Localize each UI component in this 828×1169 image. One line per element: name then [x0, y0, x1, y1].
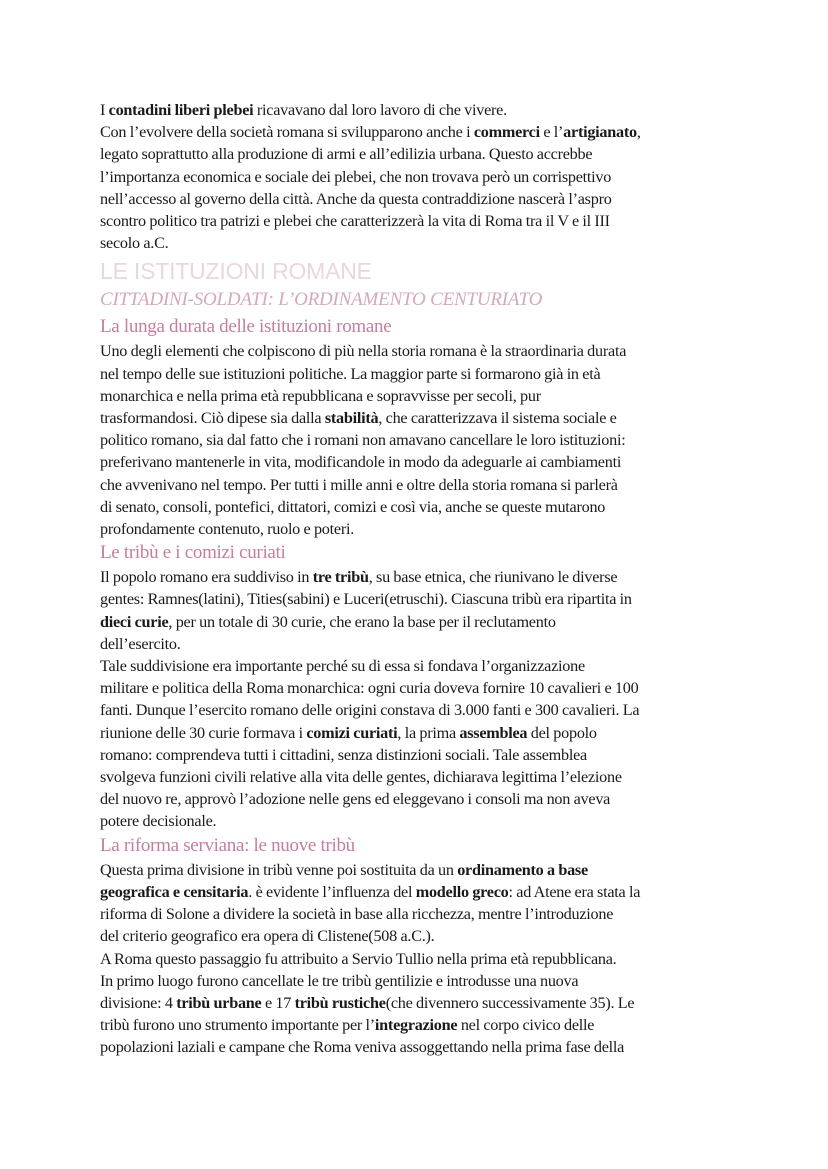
- chapter-title: LE ISTITUZIONI ROMANE: [100, 258, 372, 285]
- text-line: [100, 948, 740, 970]
- text-line: [100, 496, 740, 518]
- subheading-tribes-curiate: Le tribù e i comizi curiati: [100, 542, 286, 564]
- text-run: In primo luogo furono cancellate le tre tribù gentilizie e introdusse una nuova: [100, 971, 579, 990]
- text-run: riforma di Solone a dividere la società in base alla ricchezza, mentre l’introduzione: [100, 905, 614, 924]
- text-run: potere decisionale.: [100, 812, 217, 831]
- text-run: ricavavano dal loro lavoro di che vivere.: [253, 101, 507, 119]
- text-run: nel tempo delle sue istituzioni politiche. La maggior parte si formarono già in età: [100, 364, 601, 383]
- bold-term: commerci: [473, 123, 540, 142]
- text-run: tribù furono uno strumento importante per l’: [100, 1016, 375, 1035]
- text-run: scontro politico tra patrizi e plebei che caratterizzerà la vita di Roma tra il V e il III: [100, 212, 610, 231]
- text-line: [100, 970, 740, 992]
- text-line: [100, 766, 740, 788]
- text-line: [100, 677, 740, 699]
- text-run: I: [100, 101, 109, 119]
- text-line: [100, 881, 740, 903]
- text-run: Tale suddivisione era importante perché su di essa si fondava l’organizzazione: [100, 657, 585, 676]
- paragraph-servian-reform: [100, 859, 740, 1059]
- text-run: Il popolo romano era suddiviso in: [100, 568, 313, 587]
- text-line: [100, 363, 740, 385]
- text-line: [100, 588, 740, 610]
- text-line: [100, 925, 740, 947]
- text-run: dell’esercito.: [100, 634, 181, 653]
- section-title: CITTADINI-SOLDATI: L’ORDINAMENTO CENTURIATO: [100, 289, 543, 311]
- bold-term: stabilità: [324, 409, 379, 428]
- section-long-duration: [100, 314, 740, 540]
- bold-term: contadini liberi plebei: [108, 101, 254, 119]
- text-run: ,: [636, 123, 641, 142]
- paragraph-long-duration: [100, 340, 740, 540]
- subheading-long-duration: La lunga durata delle istituzioni romane: [100, 316, 392, 338]
- text-run: gentes: Ramnes(latini), Tities(sabini) e Luceri(etruschi). Ciascuna tribù era ripartita in: [100, 590, 632, 609]
- text-run: secolo a.C.: [100, 234, 169, 253]
- text-line: [100, 385, 740, 407]
- section-tribes-curiate: [100, 540, 740, 832]
- text-line: [100, 407, 740, 429]
- text-run: A Roma questo passaggio fu attribuito a Servio Tullio nella prima età repubblicana.: [100, 949, 617, 968]
- text-run: . è evidente l’influenza del: [248, 882, 416, 901]
- text-line: [100, 451, 740, 473]
- bold-term: assemblea: [459, 723, 528, 742]
- bold-term: tre tribù: [312, 568, 369, 587]
- text-line: [100, 518, 740, 540]
- text-line: [100, 655, 740, 677]
- text-run: del criterio geografico era opera di Clistene(508 a.C.).: [100, 927, 435, 946]
- text-line: [100, 744, 740, 766]
- text-line: [100, 566, 740, 588]
- text-run: politico romano, sia dal fatto che i romani non amavano cancellare le loro istituzioni:: [100, 431, 626, 450]
- text-run: che avvenivano nel tempo. Per tutti i mille anni e oltre della storia romana si parlerà: [100, 475, 618, 494]
- bold-term: tribù rustiche: [294, 993, 386, 1012]
- text-line: [100, 99, 740, 121]
- text-run: , che caratterizzava il sistema sociale e: [378, 409, 617, 428]
- text-run: monarchica e nella prima età repubblicana e sopravvisse per secoli, pur: [100, 386, 541, 405]
- text-line: [100, 1014, 740, 1036]
- text-line: [100, 121, 740, 143]
- text-run: popolazioni laziali e campane che Roma veniva assoggettando nella prima fase della: [100, 1038, 625, 1057]
- text-run: fanti. Dunque l’esercito romano delle origini constava di 3.000 fanti e 300 cavalieri. La: [100, 701, 640, 720]
- text-line: [100, 143, 740, 165]
- text-run: , la prima: [397, 723, 460, 742]
- text-run: trasformandosi. Ciò dipese sia dalla: [100, 409, 325, 428]
- text-line: [100, 699, 740, 721]
- bold-term: dieci curie: [100, 612, 169, 631]
- text-run: profondamente contenuto, ruolo e poteri.: [100, 520, 355, 539]
- text-line: [100, 788, 740, 810]
- text-run: divisione: 4: [100, 993, 177, 1012]
- text-line: [100, 474, 740, 496]
- paragraph-tribes-curiate: [100, 566, 740, 832]
- text-line: [100, 611, 740, 633]
- text-run: Uno degli elementi che colpiscono di più nella storia romana è la straordinaria durata: [100, 342, 627, 361]
- text-run: e l’: [539, 123, 564, 142]
- bold-term: comizi curiati: [306, 723, 398, 742]
- text-line: [100, 859, 740, 881]
- text-run: legato soprattutto alla produzione di armi e all’edilizia urbana. Questo accrebbe: [100, 145, 593, 164]
- bold-term: geografica e censitaria: [100, 882, 249, 901]
- section-servian-reform: [100, 833, 740, 1059]
- text-run: romano: comprendeva tutti i cittadini, senza distinzioni sociali. Tale assemblea: [100, 745, 587, 764]
- text-line: [100, 903, 740, 925]
- text-run: preferivano mantenerle in vita, modificandole in modo da adeguarle ai cambiamenti: [100, 453, 622, 472]
- text-run: e 17: [261, 993, 295, 1012]
- text-run: nell’accesso al governo della città. Anche da questa contraddizione nascerà l’aspro: [100, 189, 612, 208]
- bold-term: ordinamento a base: [457, 860, 588, 879]
- bold-term: tribù urbane: [176, 993, 262, 1012]
- text-line: [100, 722, 740, 744]
- text-line: [100, 166, 740, 188]
- text-run: del popolo: [527, 723, 597, 742]
- bold-term: artigianato: [563, 123, 637, 142]
- text-run: l’importanza economica e sociale dei plebei, che non trovava però un corrispettivo: [100, 167, 612, 186]
- text-run: di senato, consoli, pontefici, dittatori, comizi e così via, anche se queste mutarono: [100, 497, 606, 516]
- text-line: [100, 810, 740, 832]
- text-line: [100, 633, 740, 655]
- text-line: [100, 992, 740, 1014]
- text-run: del nuovo re, approvò l’adozione nelle gens ed eleggevano i consoli ma non aveva: [100, 790, 611, 809]
- subheading-servian-reform: La riforma serviana: le nuove tribù: [100, 834, 355, 856]
- intro-paragraph: [100, 99, 740, 254]
- text-run: svolgeva funzioni civili relative alla vita delle gentes, dichiarava legittima l’elezione: [100, 768, 622, 787]
- text-run: , per un totale di 30 curie, che erano la base per il reclutamento: [168, 612, 556, 631]
- text-line: [100, 1036, 740, 1058]
- text-run: Con l’evolvere della società romana si svilupparono anche i: [100, 123, 474, 142]
- text-run: (che divennero successivamente 35). Le: [385, 993, 635, 1012]
- text-line: [100, 188, 740, 210]
- text-line: [100, 429, 740, 451]
- text-line: [100, 232, 740, 254]
- text-run: militare e politica della Roma monarchica: ogni curia doveva fornire 10 cavalieri e 100: [100, 679, 639, 698]
- text-line: [100, 340, 740, 362]
- bold-term: integrazione: [374, 1016, 458, 1035]
- text-run: Questa prima divisione in tribù venne poi sostituita da un: [100, 860, 458, 879]
- document-page: [100, 99, 740, 1059]
- text-run: nel corpo civico delle: [457, 1016, 595, 1035]
- text-run: riunione delle 30 curie formava i: [100, 723, 307, 742]
- text-line: [100, 210, 740, 232]
- text-run: , su base etnica, che riunivano le diverse: [368, 568, 618, 587]
- bold-term: modello greco: [415, 882, 509, 901]
- text-run: : ad Atene era stata la: [508, 882, 641, 901]
